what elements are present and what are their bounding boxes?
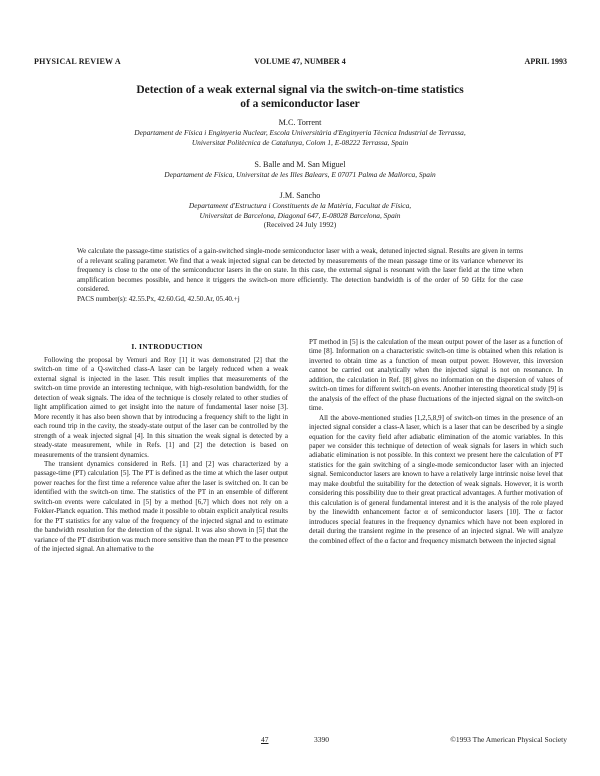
copyright: ©1993 The American Physical Society [450, 735, 567, 744]
paragraph: PT method in [5] is the calculation of the mean output power of the laser as a function of time [8]. Information on a characteristic switch-on time is obtained when this relation is inverted to obtain time as a function of mean output power. However, this inversion cannot be carried out analytically when the injected signal is not on resonance. In addition, the calculation in Ref. [8] gives no information on the dispersion of values of switch-on times for different switch-on events. Another interesting theoretical study [9] is the analysis of the effect of the phase fluctuations of the injected signal on the switch-on time. [309, 338, 563, 413]
paragraph: All the above-mentioned studies [1,2,5,8,9] of switch-on times in the presence of an injected signal consider a class-A laser, which is a laser that can be described by a single equation for the cavity field after adiabatic elimination of the atomic variables. In this paper we consider this technique of detection of weak signals for lasers in which such adiabatic elimination is not possible. In this context we present here the calculation of PT statistics for the gain switching of a single-mode semiconductor laser with an injected signal. Semiconductor lasers are known to have a relatively large intrinsic noise level that may make doubtful the suitability for the detection of weak signals. However, it is worth considering this possibility due to their great practical advantages. A further motivation of this calculation is of general fundamental interest and it is the analysis of the role played by the linewidth enhancement factor α of semiconductor lasers [10]. The α factor introduces special features in the frequency dynamics which have not been explored in detail during the transient regime in the presence of an injected signal. We will analyze the combined effect of the α factor and frequency mismatch between the injected signal [309, 413, 563, 545]
affiliation: Departament d'Estructura i Constituents de la Matèria, Facultat de Física, [188, 200, 412, 210]
affiliation: Departament de Física, Universitat de les Illes Balears, E 07071 Palma de Mallorca, Spain [164, 169, 436, 179]
author-names: S. Balle and M. San Miguel [254, 160, 346, 169]
title-line-2: of a semiconductor laser [240, 98, 360, 110]
affiliation: Universitat de Barcelona, Diagonal 647, E-08028 Barcelona, Spain [199, 210, 401, 220]
page-number: 3390 [314, 735, 329, 744]
pacs-numbers: PACS number(s): 42.55.Px, 42.60.Gd, 42.50.Ar, 05.40.+j [77, 294, 240, 303]
author-block-3 [40, 191, 560, 230]
paper-title [60, 83, 540, 111]
author-block-1 [40, 118, 560, 147]
issue-date: APRIL 1993 [524, 57, 567, 66]
affiliation: Departament de Física i Enginyeria Nuclear, Escola Universitària d'Enginyeria Tècnica Industrial de Terrassa, [134, 127, 466, 137]
abstract-text: We calculate the passage-time statistics of a gain-switched single-mode semiconductor laser with a weak, detuned injected signal. Results are given in terms of a relevant scaling parameter. We find that a weak injected signal can be detected by measurements of the mean passage time or its variance whenever its frequency is close to the one of the semiconductor lasers in the on state. In this case, the external signal is resonant with the laser field at the time when amplification becomes possible, and hence it triggers the switch-on more efficiently. The detection bandwidth is of the order of 50 GHz for the case considered. [77, 247, 523, 293]
footer-volume: 47 [261, 735, 269, 744]
volume-number: VOLUME 47, NUMBER 4 [254, 57, 346, 66]
journal-name: PHYSICAL REVIEW A [34, 57, 121, 66]
affiliation: Universitat Politècnica de Catalunya, Colom 1, E-08222 Terrassa, Spain [191, 137, 409, 147]
title-line-1: Detection of a weak external signal via the switch-on-time statistics [136, 84, 464, 96]
section-heading: I. INTRODUCTION [131, 342, 203, 351]
author-names: J.M. Sancho [279, 191, 321, 200]
received-date: (Received 24 July 1992) [263, 220, 337, 230]
left-column [34, 356, 288, 716]
paragraph: Following the proposal by Vemuri and Roy [1] it was demonstrated [2] that the switch-on time of a Q-switched class-A laser can be largely reduced when a weak external signal is injected in the laser. This result implies that measurements of the switch-on time provide an interesting technique, with high-resolution bandwidth, for the detection of weak signals. The idea of the technique is closely related to other studies of light amplification aimed to get insight into the nature of fundamental laser noise [3]. More recently it has also been shown that by introducing a frequency shift to the light in each round trip in the cavity, the steady-state output of the laser can be controlled by the strength of a weak injected signal [4]. In this situation the weak signal is detected by a steady-state measurement, while in Refs. [1] and [2] the detection is based on measurements of the transient dynamics. [34, 356, 288, 459]
paragraph: The transient dynamics considered in Refs. [1] and [2] was characterized by a passage-time (PT) calculation [5]. The PT is defined as the time at which the laser output power reaches for the first time a reference value after the laser is switched on. It can be identified with the switch-on time. The statistics of the PT in an ensemble of different switch-on events were calculated in [5] by a method [6,7] which does not rely on a Fokker-Planck equation. This method made it possible to obtain explicit analytical results for the PT statistics for any value of the frequency of the injected signal and to estimate the bandwidth resolution for the detection of the signal. It was also shown in [5] that the variance of the PT distribution was much more sensitive than the mean PT to the presence of the injected signal. An alternative to the [34, 459, 288, 554]
author-block-2 [40, 160, 560, 180]
abstract [77, 247, 523, 304]
author-names: M.C. Torrent [278, 118, 322, 127]
right-column [309, 338, 563, 718]
